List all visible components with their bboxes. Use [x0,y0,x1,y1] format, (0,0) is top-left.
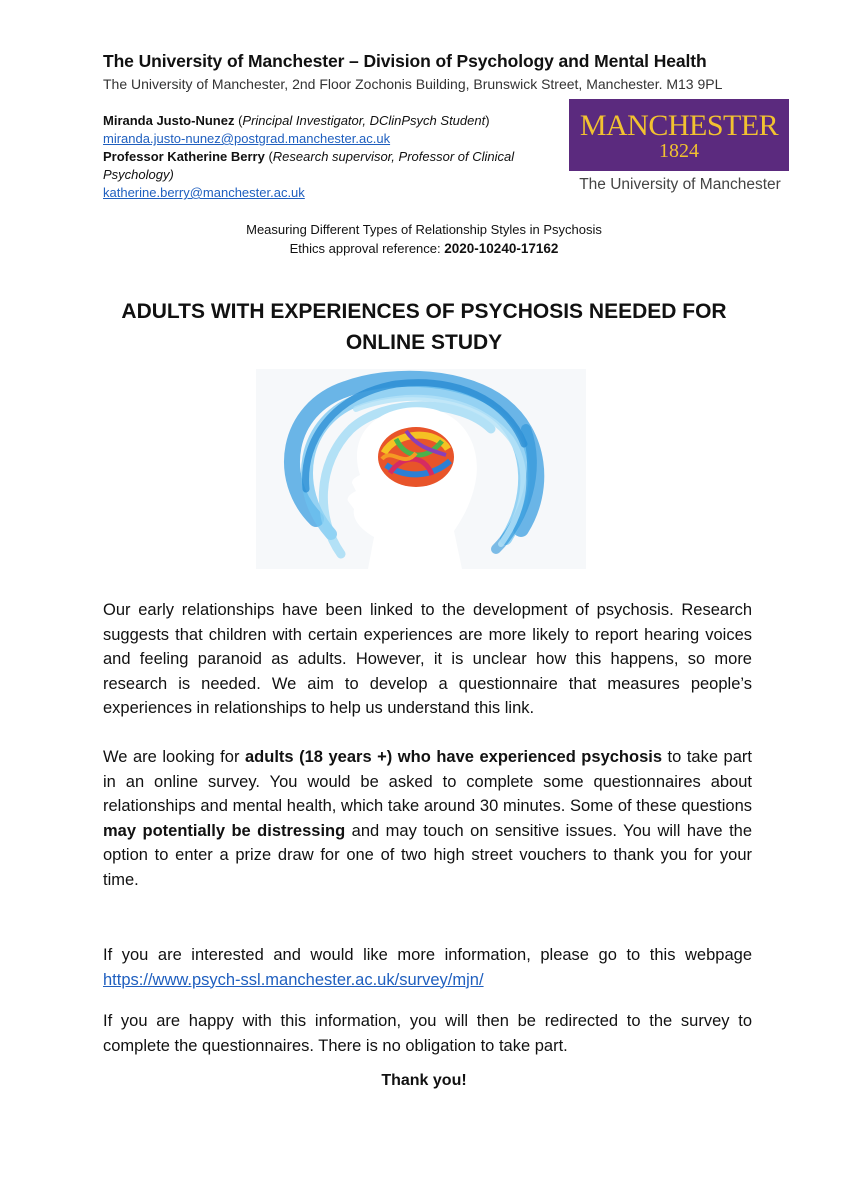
more-info-paragraph: If you are interested and would like more information, please go to this webpage https://www.psych-ssl.manchester.ac.uk/survey/mjn/ [103,946,752,989]
headline [100,296,748,358]
supervisor-role-cont: Psychology) [103,167,174,182]
eligibility-paragraph: We are looking for adults (18 years +) who have experienced psychosis to take part in an online survey. You would be asked to complete some questionnaires about relationships and mental health, which take around 30 minutes. Some of these questions may potentially be distressing and may touch on sensitive issues. You will have the option to enter a prize draw for one of two high street vouchers to thank you for your time. [103,748,753,889]
supervisor-name: Professor Katherine Berry [103,149,265,164]
department-title: The University of Manchester – Division of Psychology and Mental Health [103,51,707,71]
investigator-name: Miranda Justo-Nunez [103,113,235,128]
investigator-email-link[interactable]: miranda.justo-nunez@postgrad.manchester.ac.uk [103,131,391,146]
contact-block [103,112,533,202]
logo-year: 1824 [659,140,699,162]
intro-paragraph: Our early relationships have been linked to the development of psychosis. Research suggests that children with certain experiences are more likely to report hearing voices and feeling paranoid as adults. However, it is unclear how this happens, so more research is needed. We aim to develop a questionnaire that measures people’s experiences in relationships to help us understand this link. [103,601,752,717]
redirect-paragraph: If you are happy with this information, you will then be redirected to the survey to complete the questionnaires. There is no obligation to take part. [103,1012,752,1055]
investigator-line: Miranda Justo-Nunez (Principal Investigator, DClinPsych Student) [103,113,490,128]
investigator-role: Principal Investigator, DClinPsych Student [242,113,486,128]
survey-link[interactable]: https://www.psych-ssl.manchester.ac.uk/survey/mjn/ [103,970,484,989]
supervisor-role: Research supervisor, Professor of Clinical [272,149,515,164]
supervisor-email-link[interactable]: katherine.berry@manchester.ac.uk [103,185,305,200]
headline-line2: ONLINE STUDY [345,331,503,354]
thank-you: Thank you! [381,1072,467,1089]
logo-wordmark: MANCHESTER [579,109,779,142]
logo-box [569,99,789,171]
department-address: The University of Manchester, 2nd Floor Zochonis Building, Brunswick Street, Manchester. M13 9PL [103,76,723,92]
university-logo [569,99,791,194]
supervisor-line: Professor Katherine Berry (Research supervisor, Professor of Clinical [103,149,515,164]
headline-line1: ADULTS WITH EXPERIENCES OF PSYCHOSIS NEEDED FOR [121,300,727,323]
head-brain-illustration [256,369,586,569]
eligibility-criteria: adults (18 years +) who have experienced psychosis [244,748,663,766]
ethics-reference: 2020-10240-17162 [444,241,559,256]
study-title: Measuring Different Types of Relationship Styles in Psychosis [246,222,602,237]
ethics-line [0,241,848,256]
distress-warning: may potentially be distressing [103,821,346,840]
logo-subtitle: The University of Manchester [579,176,781,193]
ethics-label: Ethics approval reference: [289,241,441,256]
